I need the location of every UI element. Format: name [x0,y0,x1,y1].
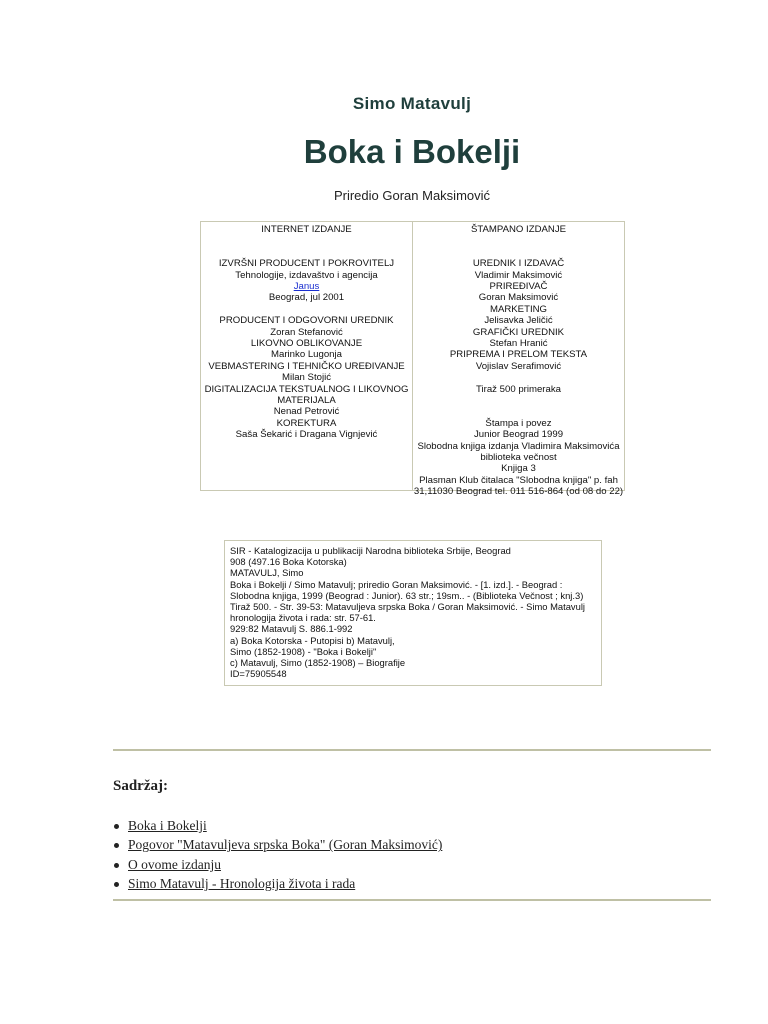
web-name: Milan Stojić [281,372,332,384]
print-editor-role: PRIREĐIVAČ [489,281,548,293]
list-item [112,816,442,835]
publisher-role: UREDNIK I IZDAVAČ [472,258,565,270]
cip-line: c) Matavulj, Simo (1852-1908) – Biografije [230,657,406,669]
book-title: Boka i Bokelji [303,133,521,170]
graphic-name: Stefan Hranić [489,338,548,350]
cip-line: hronologija života i rada: str. 57-61. [230,612,376,624]
producer-role: IZVRŠNI PRODUCENT I POKROVITELJ [218,258,395,270]
marketing-name: Jelisavka Jeličić [484,315,553,327]
janus-link[interactable]: Janus [293,281,320,293]
web-role: VEBMASTERING I TEHNIČKO UREĐIVANJE [208,360,405,372]
place-date: Beograd, jul 2001 [268,292,345,304]
printing-label: Štampa i povez [485,417,552,429]
toc-heading: Sadržaj: [113,778,168,794]
cip-line: MATAVULJ, Simo [230,567,304,579]
club-line-1: Plasman Klub čitalaca "Slobodna knjiga" p. fah [419,474,618,486]
layout-role: PRIPREMA I PRELOM TEKSTA [449,349,588,361]
cip-line: Simo (1852-1908) - "Boka i Bokelji" [230,645,377,657]
graphic-role: GRAFIČKI UREDNIK [472,326,565,338]
toc-link-hronologija[interactable]: Simo Matavulj - Hronologija života i rada [128,875,356,891]
internet-edition-heading: INTERNET IZDANJE [261,224,352,235]
internet-edition-column [201,222,412,490]
printer-name: Junior Beograd 1999 [473,429,564,441]
divider-top [113,749,711,751]
print-edition-column [412,222,624,498]
list-item [112,855,442,874]
print-edition-heading: ŠTAMPANO IZDANJE [470,224,567,235]
toc-link-pogovor[interactable]: Pogovor "Matavuljeva srpska Boka" (Goran Maksimović) [128,837,443,853]
editor-name: Zoran Stefanović [270,326,343,338]
series-name: Slobodna knjiga izdanja Vladimira Maksimovića [417,440,620,452]
club-line-2: 31,11030 Beograd tel. 011 516-864 (od 08 do 22) [413,486,624,498]
editor-role: PRODUCENT I ODGOVORNI UREDNIK [219,315,394,327]
list-item [112,874,442,893]
proof-name: Saša Šekarić i Dragana Vignjević [235,429,378,441]
cip-line: 929:82 Matavulj S. 886.1-992 [230,623,353,635]
producer-desc: Tehnologije, izdavaštvo i agencija [235,269,378,281]
print-run: Tiraž 500 primeraka [476,383,561,395]
toc-link-o-izdanju[interactable]: O ovome izdanju [128,856,221,872]
cip-line: Slobodna knjiga, 1999 (Beograd : Junior). 63 str.; 19sm.. - (Biblioteka Večnost ; knj.3) [230,589,584,601]
cip-line: ID=75905548 [230,668,287,680]
list-item [112,835,442,854]
cip-line: Tiraž 500. - Str. 39-53: Matavuljeva srpska Boka / Goran Maksimović. - Simo Matavulj [230,601,585,613]
marketing-role: MARKETING [489,303,548,315]
divider-bottom [113,899,711,901]
cip-record [224,540,602,686]
author-name: Simo Matavulj [352,94,472,113]
toc-link-boka-i-bokelji[interactable]: Boka i Bokelji [128,818,207,833]
cip-line: a) Boka Kotorska - Putopisi b) Matavulj, [230,634,395,646]
book-number: Knjiga 3 [501,463,536,475]
print-editor-name: Goran Maksimović [478,292,559,304]
library-name: biblioteka večnost [480,452,557,464]
toc-list [112,816,442,893]
editor-line: Priredio Goran Maksimović [333,188,491,203]
publisher-name: Vladimir Maksimović [474,269,563,281]
design-role: LIKOVNO OBLIKOVANJE [250,338,363,350]
cip-line: 908 (497.16 Boka Kotorska) [230,556,347,568]
design-name: Marinko Lugonja [271,349,342,361]
cip-line: SIR - Katalogizacija u publikaciji Narodna biblioteka Srbije, Beograd [230,545,511,556]
digital-role-line-1: DIGITALIZACIJA TEKSTUALNOG I LIKOVNOG [204,383,409,395]
cip-line: Boka i Bokelji / Simo Matavulj; priredio Goran Maksimović. - [1. izd.]. - Beograd : [230,578,563,590]
proof-role: KOREKTURA [276,417,337,429]
credits-table [200,221,625,498]
digital-role-line-2: MATERIJALA [277,395,336,407]
layout-name: Vojislav Serafimović [475,360,562,372]
digital-name: Nenad Petrović [273,406,340,418]
